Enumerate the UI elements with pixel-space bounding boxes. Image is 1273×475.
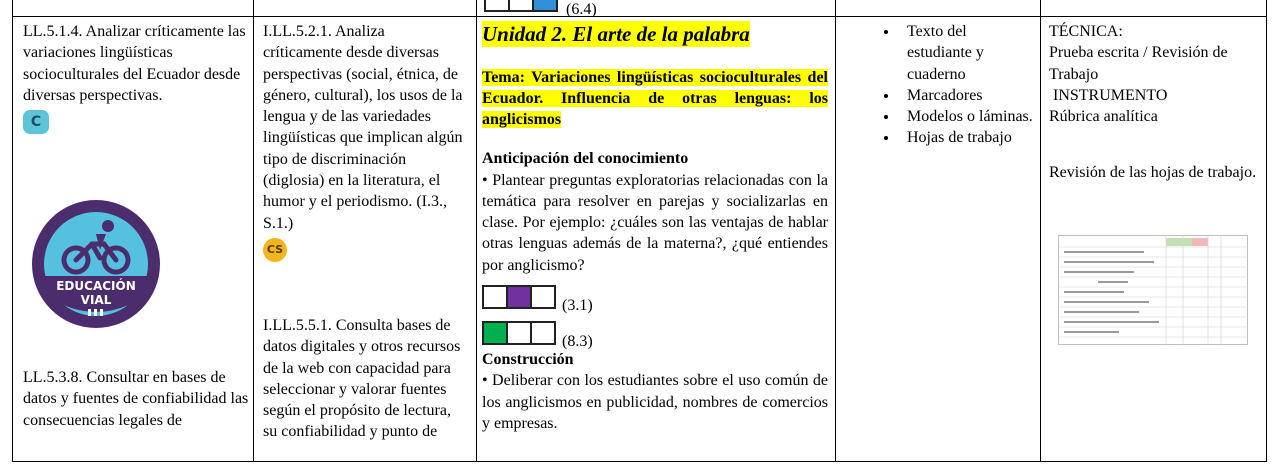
criteria-column	[263, 21, 463, 262]
code-bar-icon	[482, 285, 556, 309]
anticipacion-heading: Anticipación del conocimiento	[482, 150, 689, 168]
revision-text: Revisión de las hojas de trabajo.	[1049, 164, 1257, 182]
c-badge-icon: C	[23, 110, 49, 134]
table-border-right	[1266, 0, 1267, 462]
cs-badge-icon: CS	[263, 238, 287, 262]
skills-column	[23, 21, 249, 134]
anticipacion-text: • Plantear preguntas exploratorias relacionadas con la temática para resolver en parejas y socializarlas en clase. Por ejemplo: ¿cuáles son las ventajas de hablar otras lenguas además de la materna?, ¿qué entiendes por anglicismo?	[482, 171, 828, 274]
column-divider	[253, 0, 254, 462]
table-border-bottom	[12, 461, 1267, 462]
table-border-left	[12, 0, 13, 462]
resources-list	[873, 21, 1033, 149]
resource-item: • Marcadores	[899, 85, 1033, 106]
code-label: (8.3)	[562, 333, 593, 351]
resource-item: • Hojas de trabajo	[899, 127, 1033, 148]
evaluation-criterion: I.LL.5.2.1. Analiza críticamente desde diversas perspectivas (social, étnica, de género, cultural), los usos de la lengua y de las variedades lingüísticas que implican algún tipo de discriminación (diglosia) en la literatura, el humor y el periodismo. (I.3., S.1.)	[263, 23, 463, 232]
construccion-text: • Deliberar con los estudiantes sobre el uso común de los anglicismos en publicidad, nombres de comercios y empresas.	[482, 372, 828, 432]
skill-objective-2: LL.5.3.8. Consultar en bases de datos y fuentes de confiabilidad las consecuencias legales de	[23, 369, 249, 429]
lesson-topic: Tema: Variaciones lingüísticas socioculturales del Ecuador. Influencia de otras lenguas: los anglicismos	[482, 69, 828, 129]
resource-item: • Texto del estudiante y cuaderno	[899, 21, 1033, 85]
code-bar-previous	[484, 0, 597, 18]
edu-badge-line2: VIAL	[80, 293, 112, 307]
column-divider	[1040, 0, 1041, 462]
evaluation-column	[1049, 21, 1259, 184]
code-row-2	[482, 321, 828, 351]
road-safety-badge-icon	[30, 198, 162, 330]
column-divider	[476, 0, 477, 462]
code-bar-icon	[482, 321, 556, 345]
tecnica-label: TÉCNICA:	[1049, 23, 1123, 40]
resources-column	[873, 21, 1033, 149]
tecnica-value: Prueba escrita / Revisión de Trabajo	[1049, 44, 1228, 83]
rubric-thumbnail-image	[1058, 235, 1248, 345]
code-bar	[484, 0, 558, 12]
activities-column	[482, 21, 828, 434]
instrumento-label: INSTRUMENTO	[1053, 86, 1168, 104]
unit-title: Unidad 2. El arte de la palabra	[482, 22, 750, 46]
instrumento-value: Rúbrica analítica	[1049, 108, 1158, 126]
code-row-1	[482, 285, 828, 315]
code-label: (6.4)	[566, 1, 597, 18]
code-label: (3.1)	[562, 297, 593, 315]
row-divider	[12, 16, 1267, 17]
resource-item: • Modelos o láminas.	[899, 106, 1033, 127]
edu-badge-line1: EDUCACIÓN	[56, 279, 136, 293]
column-divider	[835, 0, 836, 462]
construccion-heading: Construcción	[482, 351, 574, 369]
evaluation-criterion-2: I.LL.5.5.1. Consulta bases de datos digitales y otros recursos de la web con capacidad para seleccionar y valorar fuentes según el propósito de lectura, su confiabilidad y punto de	[263, 317, 461, 441]
skill-objective: LL.5.1.4. Analizar críticamente las variaciones lingüísticas socioculturales del Ecuador desde diversas perspectivas.	[23, 23, 246, 104]
